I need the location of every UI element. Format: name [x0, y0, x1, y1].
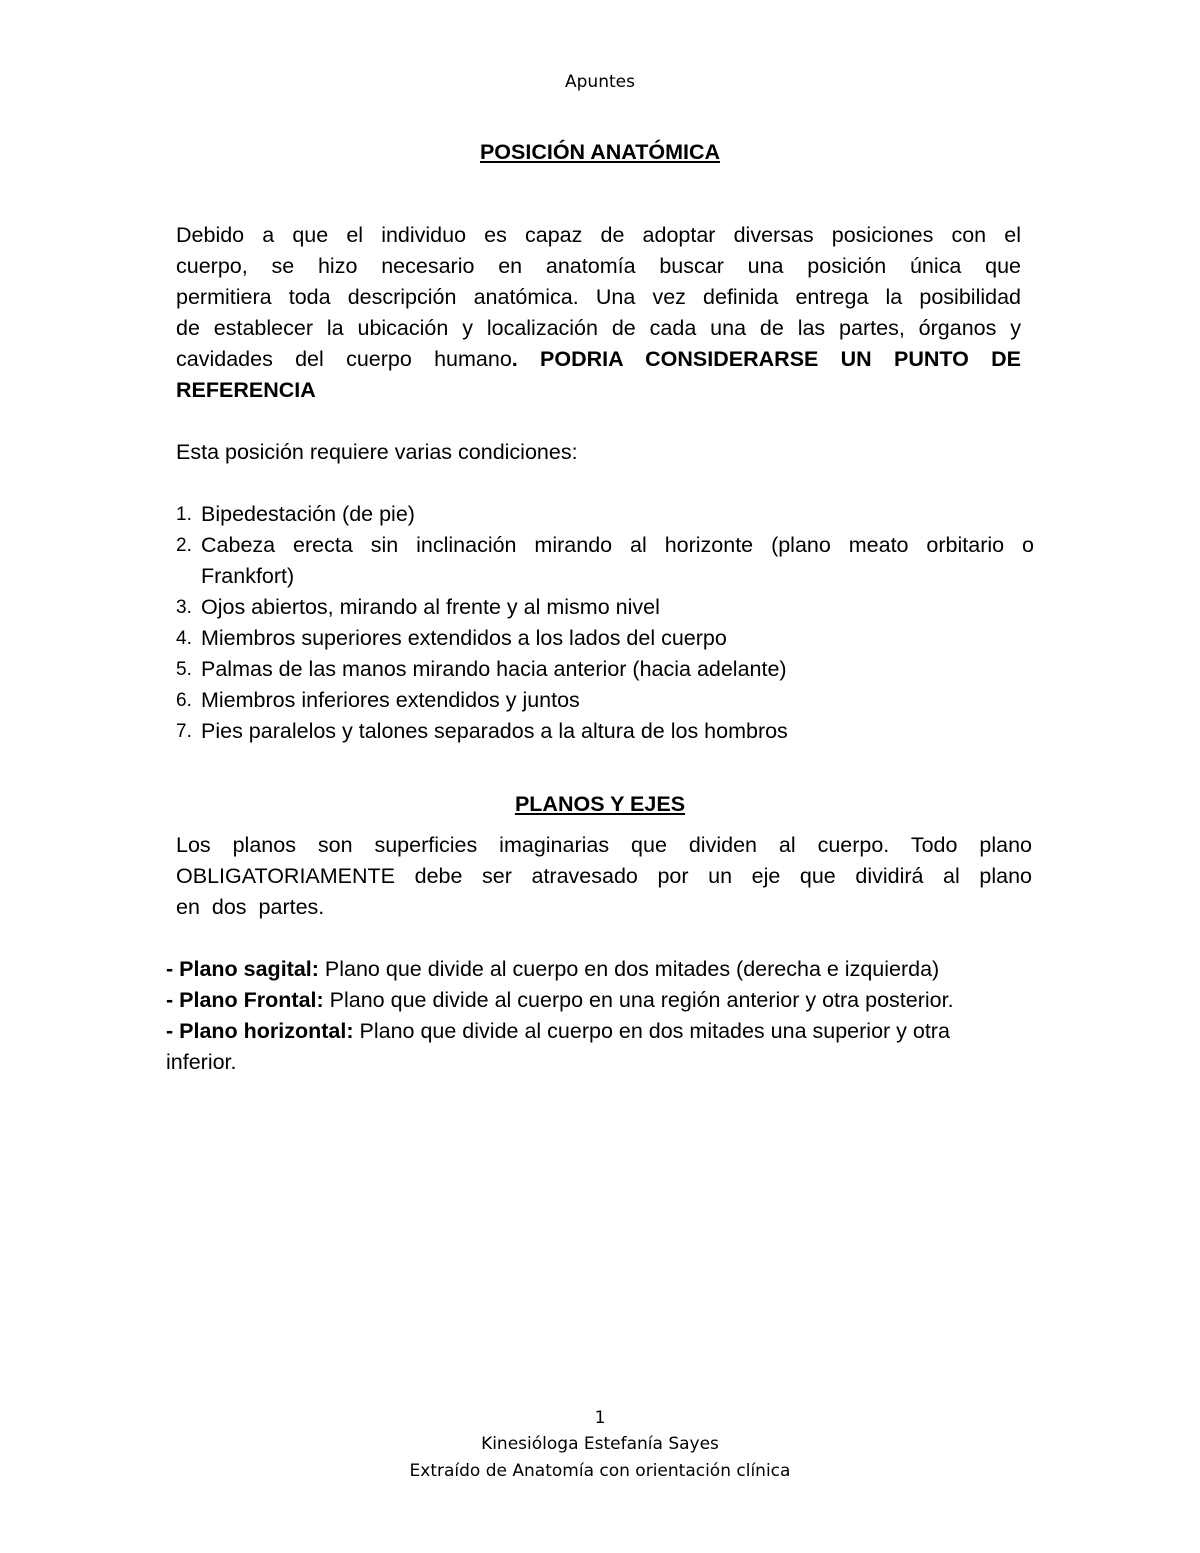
- plane-sagital: [166, 954, 939, 985]
- page-number: 1: [594, 1408, 606, 1428]
- section-title-posicion-anatomica: POSICIÓN ANATÓMICA: [479, 140, 721, 164]
- list-item: 7. Pies paralelos y talones separados a la altura de los hombros: [176, 719, 788, 743]
- conditions-intro: Esta posición requiere varias condiciones:: [176, 440, 578, 464]
- intro-line-4: de establecer la ubicación y localización de cada una de las partes, órganos y: [176, 316, 1021, 340]
- plane-horizontal: [166, 1016, 950, 1047]
- list-item: 4. Miembros superiores extendidos a los lados del cuerpo: [176, 626, 727, 650]
- intro-line-3: permitiera toda descripción anatómica. Una vez definida entrega la posibilidad: [176, 285, 1021, 309]
- plane-label: - Plano horizontal:: [166, 1019, 354, 1043]
- intro-line-5: [176, 344, 1021, 375]
- plane-description: Plano que divide al cuerpo en dos mitades (derecha e izquierda): [318, 957, 940, 981]
- planos-intro-line-1: Los planos son superficies imaginarias que dividen al cuerpo. Todo plano: [176, 833, 1032, 857]
- footer-author: Kinesióloga Estefanía Sayes: [481, 1434, 719, 1454]
- intro-line-6: REFERENCIA: [176, 378, 316, 402]
- conditions-list: [176, 499, 1034, 747]
- plane-label: - Plano Frontal:: [166, 988, 324, 1012]
- list-item: 5. Palmas de las manos mirando hacia anterior (hacia adelante): [176, 657, 787, 681]
- plane-description: Plano que divide al cuerpo en una región anterior y otra posterior.: [323, 988, 954, 1012]
- footer-source: Extraído de Anatomía con orientación clínica: [409, 1461, 791, 1481]
- intro-line-1: Debido a que el individuo es capaz de adoptar diversas posiciones con el: [176, 223, 1021, 247]
- list-item: 6. Miembros inferiores extendidos y juntos: [176, 688, 580, 712]
- intro-text-normal: cavidades del cuerpo humano: [176, 347, 512, 371]
- section-title-planos-y-ejes: PLANOS Y EJES: [514, 792, 686, 816]
- page-header: Apuntes: [565, 72, 635, 92]
- plane-label: - Plano sagital:: [166, 957, 319, 981]
- list-item: 1. Bipedestación (de pie): [176, 502, 415, 526]
- intro-line-2: cuerpo, se hizo necesario en anatomía buscar una posición única que: [176, 254, 1021, 278]
- planos-intro-line-2: OBLIGATORIAMENTE debe ser atravesado por un eje que dividirá al plano: [176, 864, 1032, 888]
- list-item: 3. Ojos abiertos, mirando al frente y al mismo nivel: [176, 595, 660, 619]
- plane-horizontal-continued: inferior.: [166, 1050, 237, 1074]
- plane-frontal: [166, 985, 954, 1016]
- intro-text-bold: . PODRIA CONSIDERARSE UN PUNTO DE: [511, 347, 1021, 371]
- planos-intro-line-3: en dos partes.: [176, 895, 325, 919]
- list-item: 2. Cabeza erecta sin inclinación mirando al horizonte (plano meato orbitario o Frankfort): [176, 533, 1034, 588]
- plane-description: Plano que divide al cuerpo en dos mitades una superior y otra: [353, 1019, 950, 1043]
